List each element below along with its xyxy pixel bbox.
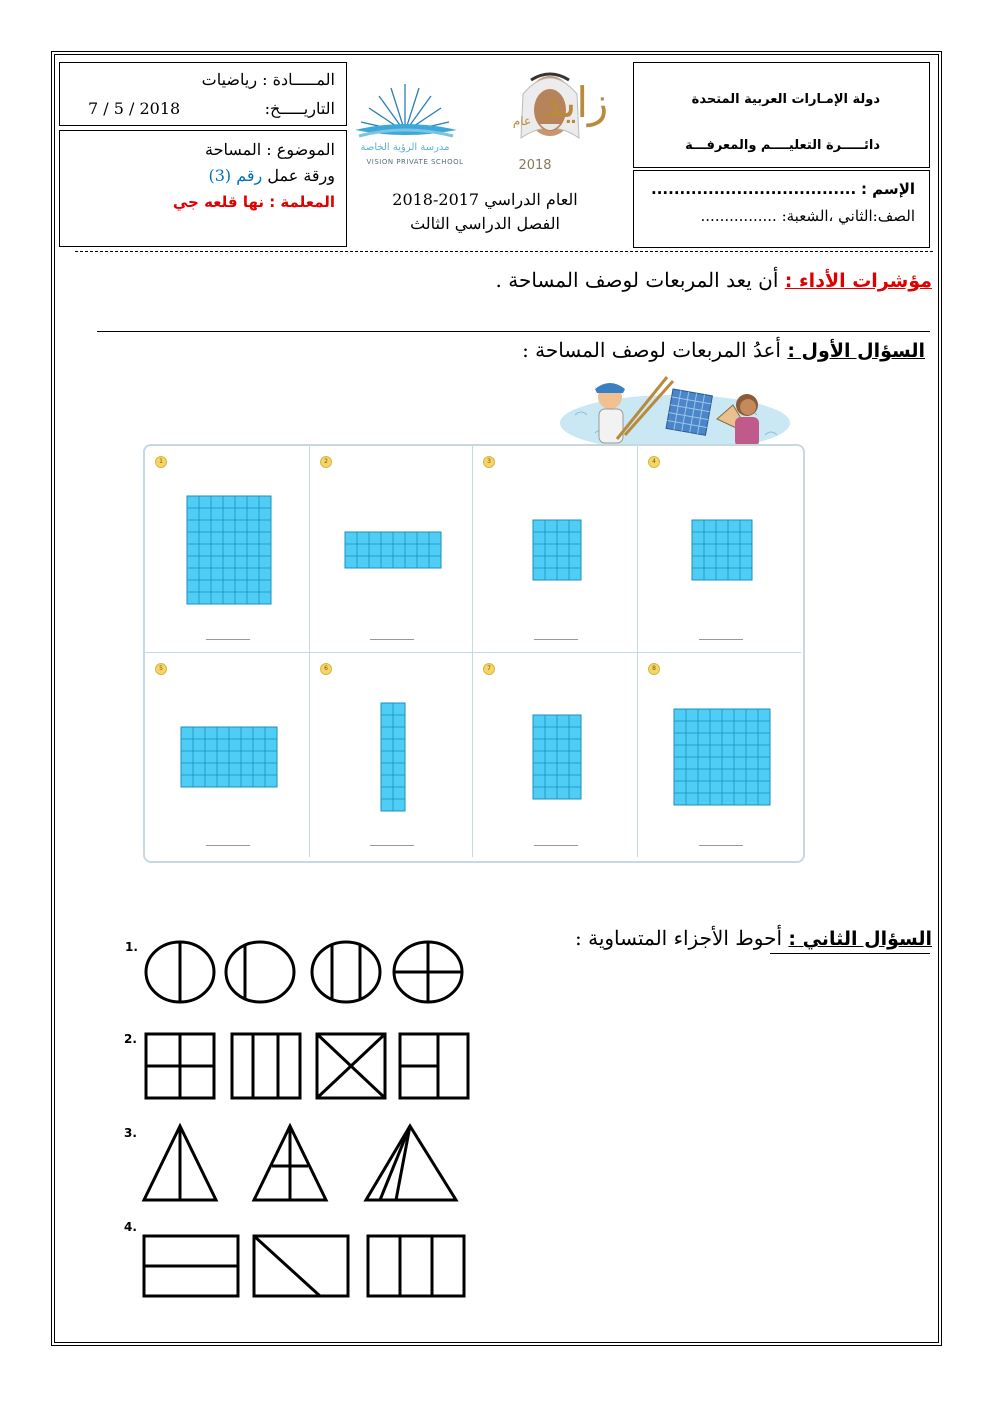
answer-blank[interactable] (699, 639, 743, 640)
name-line (645, 180, 915, 198)
row-number-3: 3. (124, 1126, 137, 1140)
answer-blank[interactable] (206, 639, 250, 640)
answer-blank[interactable] (370, 639, 414, 640)
area-card-2 (310, 446, 473, 653)
academic-year: العام الدراسي 2017-2018 (392, 190, 578, 209)
answer-blank[interactable] (370, 845, 414, 846)
row-number-1: 1. (125, 940, 138, 954)
vision-school-logo (345, 80, 485, 175)
answer-blank[interactable] (534, 845, 578, 846)
area-card-6 (310, 653, 473, 857)
area-card-3 (473, 446, 638, 653)
unit-square-grid (691, 519, 755, 583)
area-card-4 (638, 446, 801, 653)
indicators-underline (97, 331, 930, 332)
square-thirds-shape[interactable] (232, 1034, 300, 1098)
circle-halves-shape[interactable] (146, 942, 214, 1002)
triangle-cross-shape[interactable] (254, 1126, 326, 1200)
date-value: 7 / 5 / 2018 (88, 99, 181, 118)
grade-line: الصف:الثاني ،الشعبة: ................ (700, 207, 915, 225)
vision-school-name-en: VISION PRIVATE SCHOOL (366, 158, 464, 166)
area-card-5 (145, 653, 310, 857)
answer-blank[interactable] (699, 845, 743, 846)
question2-label: السؤال الثاني : (788, 928, 932, 950)
square-quarters-shape[interactable] (146, 1034, 214, 1098)
circle-thirds-shape[interactable] (312, 942, 380, 1002)
zayed-year: 2018 (518, 158, 552, 173)
unit-square-grid (180, 726, 280, 790)
teacher-line: المعلمة : نها قلعه جي (172, 193, 335, 211)
indicators-line (300, 268, 932, 292)
unit-square-grid (380, 702, 408, 814)
square-unequal-shape[interactable] (400, 1034, 468, 1098)
row-number-4: 4. (124, 1220, 137, 1234)
worksheet-number: رقم (3) (208, 166, 263, 185)
card-number-badge: 3 (483, 456, 495, 468)
square-diagonals-shape[interactable] (317, 1034, 385, 1098)
shapes-panel (120, 930, 480, 1310)
topic-line: الموضوع : المساحة (205, 140, 335, 159)
triangle-halves-shape[interactable] (144, 1126, 216, 1200)
question1-label: السؤال الأول : (787, 340, 925, 362)
zayed-year-logo (505, 58, 620, 176)
country-name: دولة الإمـارات العربية المتحدة (691, 92, 880, 107)
answer-blank[interactable] (206, 845, 250, 846)
question2-underline (770, 953, 930, 954)
card-number-badge: 1 (155, 456, 167, 468)
area-card-8 (638, 653, 801, 857)
department-name: دائـــــرة التعليــــم والمعرفـــة (685, 138, 880, 153)
triangle-unequal-shape[interactable] (366, 1126, 456, 1200)
kids-illustration (555, 375, 795, 455)
rectangle-thirds-shape[interactable] (368, 1236, 464, 1296)
row-number-2: 2. (124, 1032, 137, 1046)
date-label: التاريـــــخ: (264, 99, 335, 118)
semester: الفصل الدراسي الثالث (410, 214, 560, 233)
circle-unequal-shape[interactable] (226, 942, 294, 1002)
rectangle-diagonal-shape[interactable] (254, 1236, 348, 1296)
card-number-badge: 6 (320, 663, 332, 675)
card-number-badge: 7 (483, 663, 495, 675)
card-number-badge: 4 (648, 456, 660, 468)
card-number-badge: 5 (155, 663, 167, 675)
question2-line (500, 926, 932, 950)
indicators-text: أن يعد المربعات لوصف المساحة . (495, 268, 779, 292)
indicators-label: مؤشرات الأداء : (784, 270, 932, 292)
question1-line (300, 338, 925, 362)
unit-square-grid (186, 495, 274, 607)
zayed-year-word: عام (512, 114, 532, 128)
grid-area (692, 520, 752, 580)
question1-text: أعدُ المربعات لوصف المساحة : (522, 338, 781, 362)
vision-school-name-ar: مدرسة الرؤية الخاصة (360, 142, 450, 153)
card-number-badge: 8 (648, 663, 660, 675)
area-card-1 (145, 446, 310, 653)
name-dots: .................................... (651, 180, 857, 198)
area-card-grid (143, 444, 805, 863)
unit-square-grid (532, 714, 584, 802)
zayed-calligraphy: زايد (542, 78, 609, 127)
grid-area (187, 496, 271, 604)
header-separator (75, 251, 933, 252)
name-label: الإسم : (860, 180, 915, 198)
worksheet-prefix: ورقة عمل (262, 166, 335, 185)
rectangle-halves-shape[interactable] (144, 1236, 238, 1296)
unit-square-grid (532, 519, 584, 583)
answer-blank[interactable] (534, 639, 578, 640)
area-card-7 (473, 653, 638, 857)
circle-quarters-shape[interactable] (394, 942, 462, 1002)
unit-square-grid (673, 708, 773, 808)
card-number-badge: 2 (320, 456, 332, 468)
question2-text: أحوط الأجزاء المتساوية : (575, 926, 783, 950)
unit-square-grid (344, 531, 444, 571)
worksheet-line (70, 166, 335, 185)
subject-line: المـــــادة : رياضيات (201, 70, 335, 89)
